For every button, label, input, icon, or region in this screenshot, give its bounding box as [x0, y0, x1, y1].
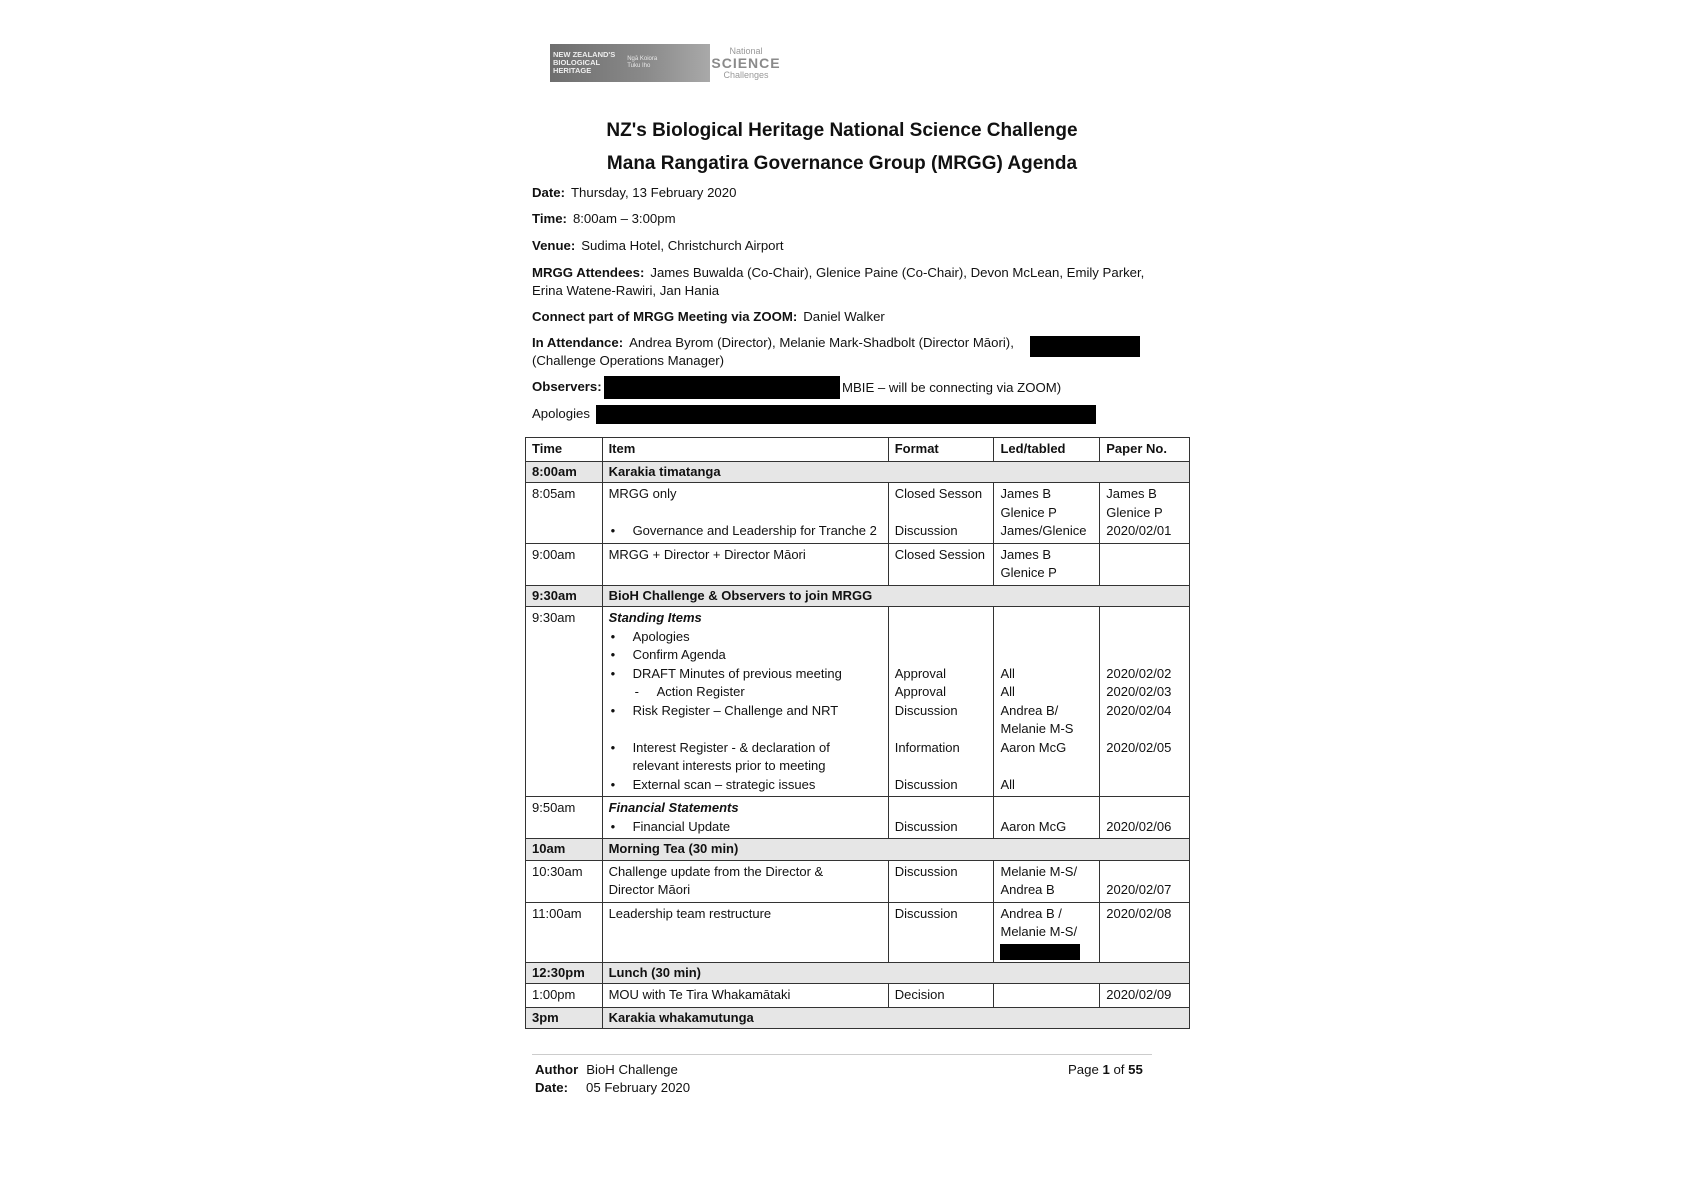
footer-date	[535, 1080, 690, 1095]
format-text: Discussion	[894, 702, 958, 718]
led-text: James/Glenice	[1000, 523, 1087, 538]
cell-format	[888, 607, 994, 797]
cell-time: 11:00am	[526, 902, 603, 962]
item-subitem: - Action Register	[609, 683, 882, 702]
led-text: Aaron McG	[1000, 739, 1067, 755]
meta-venue	[532, 238, 784, 253]
header-time: Time	[526, 438, 603, 462]
meta-value: Andrea Byrom (Director), Melanie Mark-Shadbolt (Director Māori),	[629, 335, 1014, 350]
item-bullet: • Financial Update	[609, 818, 882, 837]
cell-led	[994, 902, 1100, 962]
format-text: Approval	[894, 684, 947, 699]
document-title: NZ's Biological Heritage National Science Challenge	[606, 120, 1078, 141]
logo-maori-line: Ngā Koiora	[627, 56, 658, 62]
cell-time: 10:30am	[526, 860, 603, 902]
cell-paper: 2020/02/08	[1100, 902, 1190, 962]
page-current: 1	[1102, 1062, 1110, 1077]
footer-label: Date:	[535, 1080, 568, 1095]
table-header-row	[526, 438, 1190, 462]
table-row	[526, 860, 1190, 902]
cell-led	[994, 483, 1100, 544]
cell-format: Closed Session	[888, 543, 994, 585]
cell-led	[994, 607, 1100, 797]
led-text: Melanie M-S/	[1000, 863, 1078, 879]
cell-format: Decision	[888, 984, 994, 1008]
format-text: Approval	[894, 665, 947, 681]
paper-text: 2020/02/04	[1106, 702, 1172, 718]
meta-date	[532, 185, 736, 200]
meta-label: Date:	[532, 185, 565, 200]
cell-time: 10am	[526, 839, 603, 861]
cell-item: MRGG + Director + Director Māori	[602, 543, 888, 585]
header-paper-no: Paper No.	[1100, 438, 1190, 462]
redaction-box	[1000, 944, 1080, 960]
led-text: Glenice P	[1000, 504, 1057, 520]
item-bullet: • Risk Register – Challenge and NRT	[609, 702, 882, 721]
table-row	[526, 839, 1190, 861]
cell-format: Discussion	[888, 902, 994, 962]
bioh-logo	[550, 44, 782, 82]
table-row	[526, 543, 1190, 585]
redaction-box	[1030, 336, 1140, 357]
led-text: Andrea B /	[1000, 905, 1062, 921]
paper-text: 2020/02/05	[1106, 739, 1172, 755]
meta-value: 8:00am – 3:00pm	[572, 211, 676, 226]
item-bullet: • Apologies	[609, 628, 882, 647]
redaction-box	[604, 376, 840, 399]
led-text: All	[1000, 776, 1015, 792]
meta-label: Time:	[532, 211, 567, 226]
logo-line: BIOLOGICAL	[553, 58, 601, 67]
logo-science: SCIENCE	[711, 55, 781, 71]
item-bullet: • DRAFT Minutes of previous meeting	[609, 665, 882, 684]
cell-paper	[1100, 797, 1190, 839]
meta-value: James Buwalda (Co-Chair), Glenice Paine (Co-Chair), Devon McLean, Emily Parker,	[650, 265, 1145, 280]
item-bullet: • Interest Register - & declaration of	[609, 739, 882, 758]
footer-value: BioH Challenge	[586, 1062, 678, 1077]
item-bullet: • External scan – strategic issues	[609, 776, 882, 795]
meta-time	[532, 211, 676, 226]
section-heading: Standing Items	[608, 610, 702, 625]
logo-line: NEW ZEALAND'S	[553, 50, 616, 59]
cell-time: 12:30pm	[526, 962, 603, 984]
cell-item	[602, 860, 888, 902]
cell-format: Discussion	[888, 860, 994, 902]
cell-time: 9:30am	[526, 585, 603, 607]
logo-science-challenges	[710, 44, 782, 82]
meta-value: Daniel Walker	[803, 309, 885, 324]
header-item: Item	[602, 438, 888, 462]
table-row	[526, 607, 1190, 797]
led-text: All	[1000, 665, 1015, 681]
meta-attendance-cont: (Challenge Operations Manager)	[532, 353, 725, 368]
agenda-table	[525, 437, 1190, 1029]
cell-led	[994, 984, 1100, 1008]
cell-item: MOU with Te Tira Whakamātaki	[602, 984, 888, 1008]
meta-observers	[532, 379, 608, 394]
meta-value: Sudima Hotel, Christchurch Airport	[581, 238, 784, 253]
footer-value: 05 February 2020	[585, 1080, 691, 1095]
item-text: MRGG only	[608, 486, 677, 501]
item-text: Challenge update from the Director &	[608, 863, 824, 879]
logo-heritage-block	[550, 44, 710, 82]
meta-in-attendance	[532, 335, 1014, 350]
item-bullet: • Confirm Agenda	[609, 646, 882, 665]
cell-paper	[1100, 483, 1190, 544]
page-of: of	[1109, 1062, 1129, 1077]
led-text: Melanie M-S	[1000, 721, 1074, 736]
redaction-box	[596, 405, 1096, 424]
meta-label: MRGG Attendees:	[532, 265, 645, 280]
led-text: All	[1000, 684, 1015, 699]
table-row	[526, 984, 1190, 1008]
meta-observers-value: MBIE – will be connecting via ZOOM)	[842, 380, 1062, 395]
cell-led	[994, 543, 1100, 585]
cell-time: 9:00am	[526, 543, 603, 585]
led-text: Glenice P	[1000, 565, 1057, 580]
cell-item	[602, 483, 888, 544]
cell-format	[888, 483, 994, 544]
paper-text: 2020/02/01	[1106, 523, 1172, 538]
cell-item	[602, 797, 888, 839]
meta-zoom	[532, 309, 885, 324]
cell-item	[602, 607, 888, 797]
cell-paper	[1100, 543, 1190, 585]
paper-text: 2020/02/06	[1106, 818, 1172, 834]
led-text: Melanie M-S/	[1000, 924, 1078, 939]
format-text: Closed Sesson	[894, 486, 983, 501]
cell-item: Karakia timatanga	[602, 461, 1189, 483]
footer-label: Author	[535, 1062, 579, 1077]
cell-item: BioH Challenge & Observers to join MRGG	[602, 585, 1189, 607]
meta-attendees-cont: Erina Watene-Rawiri, Jan Hania	[532, 283, 720, 298]
document-subtitle: Mana Rangatira Governance Group (MRGG) Agenda	[606, 153, 1078, 174]
paper-text: 2020/02/07	[1106, 882, 1172, 897]
cell-time: 9:30am	[526, 607, 603, 797]
meta-value: Thursday, 13 February 2020	[570, 185, 737, 200]
paper-text: James B	[1106, 486, 1157, 501]
cell-led	[994, 860, 1100, 902]
cell-item: Morning Tea (30 min)	[602, 839, 1189, 861]
table-row	[526, 461, 1190, 483]
led-text: Andrea B/	[1000, 702, 1059, 718]
logo-line: HERITAGE	[553, 66, 592, 75]
cell-time: 9:50am	[526, 797, 603, 839]
led-text: Aaron McG	[1000, 818, 1067, 834]
table-row	[526, 585, 1190, 607]
cell-format	[888, 797, 994, 839]
logo-national: National	[729, 46, 763, 56]
item-text: Director Māori	[608, 882, 691, 897]
format-text: Discussion	[894, 523, 958, 538]
cell-item: Lunch (30 min)	[602, 962, 1189, 984]
format-text: Discussion	[894, 818, 958, 834]
cell-paper	[1100, 607, 1190, 797]
meta-apologies: Apologies	[532, 406, 590, 421]
table-row	[526, 797, 1190, 839]
footer-divider	[532, 1054, 1152, 1055]
led-text: James B	[1000, 486, 1052, 501]
meta-label: Observers:	[532, 379, 602, 394]
meta-attendees	[532, 265, 1144, 280]
cell-time: 1:00pm	[526, 984, 603, 1008]
cell-item: Leadership team restructure	[602, 902, 888, 962]
footer-author	[535, 1062, 678, 1077]
header-format: Format	[888, 438, 994, 462]
table-row	[526, 962, 1190, 984]
meta-label: Connect part of MRGG Meeting via ZOOM:	[532, 309, 798, 324]
logo-challenges: Challenges	[723, 70, 769, 80]
meta-label: Venue:	[532, 238, 576, 253]
table-row	[526, 483, 1190, 544]
cell-time: 8:05am	[526, 483, 603, 544]
cell-item: Karakia whakamutunga	[602, 1007, 1189, 1029]
item-bullet: • Governance and Leadership for Tranche 2	[609, 522, 882, 541]
paper-text: Glenice P	[1106, 504, 1163, 520]
table-row	[526, 1007, 1190, 1029]
cell-paper	[1100, 860, 1190, 902]
header-led-tabled: Led/tabled	[994, 438, 1100, 462]
table-row	[526, 902, 1190, 962]
format-text: Discussion	[894, 776, 958, 792]
led-text: Andrea B	[1000, 882, 1055, 897]
led-text: James B	[1000, 546, 1052, 562]
page-prefix: Page	[1068, 1062, 1103, 1077]
cell-paper: 2020/02/09	[1100, 984, 1190, 1008]
page-total: 55	[1128, 1062, 1143, 1077]
paper-text: 2020/02/02	[1106, 665, 1172, 681]
page-number	[1068, 1062, 1143, 1077]
meta-label: In Attendance:	[532, 335, 624, 350]
cell-led	[994, 797, 1100, 839]
format-text: Information	[894, 739, 960, 755]
cell-time: 8:00am	[526, 461, 603, 483]
section-heading: Financial Statements	[608, 800, 739, 815]
logo-maori-line: Tuku Iho	[627, 63, 651, 69]
item-bullet-cont: relevant interests prior to meeting	[632, 758, 826, 773]
cell-time: 3pm	[526, 1007, 603, 1029]
paper-text: 2020/02/03	[1106, 684, 1172, 699]
